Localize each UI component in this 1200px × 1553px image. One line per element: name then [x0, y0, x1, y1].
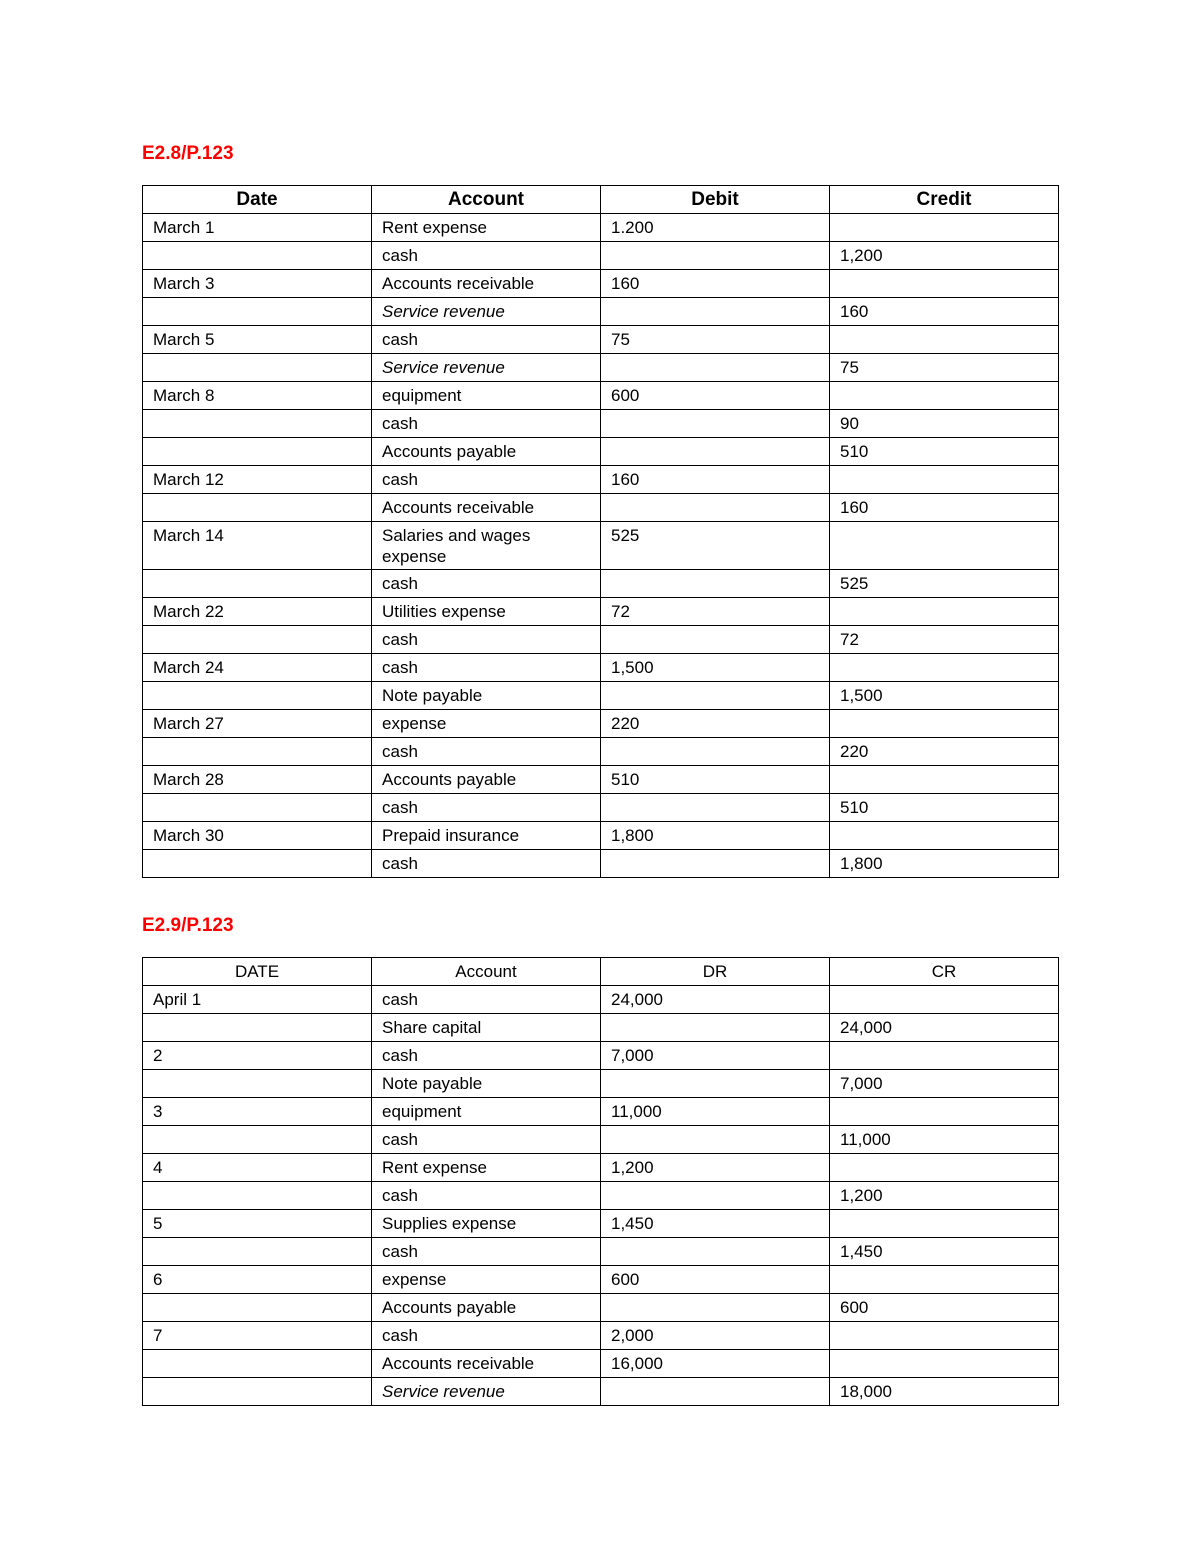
credit-cell	[830, 1322, 1059, 1350]
table-row	[143, 270, 1059, 298]
table-row	[143, 710, 1059, 738]
table-row	[143, 822, 1059, 850]
account-cell: cash	[372, 326, 601, 354]
date-cell	[143, 438, 372, 466]
table-row	[143, 382, 1059, 410]
date-cell: 3	[143, 1098, 372, 1126]
debit-cell: 1,800	[601, 822, 830, 850]
date-cell	[143, 1126, 372, 1154]
credit-cell	[830, 1154, 1059, 1182]
debit-cell	[601, 1126, 830, 1154]
credit-cell	[830, 326, 1059, 354]
account-cell: Service revenue	[372, 354, 601, 382]
date-cell	[143, 410, 372, 438]
column-header-credit: CR	[830, 958, 1059, 986]
table-row	[143, 326, 1059, 354]
date-cell: 4	[143, 1154, 372, 1182]
table-row	[143, 522, 1059, 570]
date-cell	[143, 570, 372, 598]
debit-cell: 600	[601, 1266, 830, 1294]
table-row	[143, 1294, 1059, 1322]
credit-cell: 220	[830, 738, 1059, 766]
table-row	[143, 570, 1059, 598]
date-cell: March 1	[143, 214, 372, 242]
section-heading-e2-8: E2.8/P.123	[142, 143, 234, 164]
credit-cell: 11,000	[830, 1126, 1059, 1154]
table-row	[143, 766, 1059, 794]
debit-cell	[601, 850, 830, 878]
column-header-date: DATE	[143, 958, 372, 986]
table-row	[143, 1210, 1059, 1238]
table-row	[143, 654, 1059, 682]
debit-cell: 1,500	[601, 654, 830, 682]
credit-cell	[830, 1210, 1059, 1238]
table-row	[143, 354, 1059, 382]
account-cell: Accounts payable	[372, 766, 601, 794]
account-cell: expense	[372, 1266, 601, 1294]
date-cell: March 8	[143, 382, 372, 410]
date-cell	[143, 626, 372, 654]
debit-cell: 75	[601, 326, 830, 354]
debit-cell: 160	[601, 270, 830, 298]
credit-cell	[830, 214, 1059, 242]
table-row	[143, 682, 1059, 710]
debit-cell	[601, 682, 830, 710]
date-cell	[143, 1182, 372, 1210]
date-cell: April 1	[143, 986, 372, 1014]
table-row	[143, 1182, 1059, 1210]
debit-cell: 24,000	[601, 986, 830, 1014]
table-row	[143, 1322, 1059, 1350]
date-cell	[143, 1294, 372, 1322]
debit-cell	[601, 626, 830, 654]
credit-cell: 1,200	[830, 242, 1059, 270]
section-heading-e2-9: E2.9/P.123	[142, 915, 234, 936]
account-cell: Accounts receivable	[372, 1350, 601, 1378]
debit-cell	[601, 410, 830, 438]
table-row	[143, 1014, 1059, 1042]
date-cell	[143, 298, 372, 326]
debit-cell	[601, 794, 830, 822]
table-row	[143, 1266, 1059, 1294]
date-cell: 2	[143, 1042, 372, 1070]
date-cell: March 3	[143, 270, 372, 298]
table-row	[143, 1126, 1059, 1154]
credit-cell: 160	[830, 494, 1059, 522]
account-cell: cash	[372, 850, 601, 878]
date-cell	[143, 850, 372, 878]
account-cell: expense	[372, 710, 601, 738]
date-cell: March 27	[143, 710, 372, 738]
date-cell: 7	[143, 1322, 372, 1350]
debit-cell	[601, 1182, 830, 1210]
table-row	[143, 466, 1059, 494]
table-row	[143, 598, 1059, 626]
account-cell: Supplies expense	[372, 1210, 601, 1238]
debit-cell: 600	[601, 382, 830, 410]
column-header-credit: Credit	[830, 186, 1059, 214]
credit-cell: 1,200	[830, 1182, 1059, 1210]
credit-cell: 600	[830, 1294, 1059, 1322]
debit-cell	[601, 1014, 830, 1042]
credit-cell: 1,800	[830, 850, 1059, 878]
debit-cell	[601, 242, 830, 270]
date-cell: March 12	[143, 466, 372, 494]
table-row	[143, 410, 1059, 438]
date-cell: 5	[143, 1210, 372, 1238]
table-row	[143, 850, 1059, 878]
date-cell: March 5	[143, 326, 372, 354]
account-cell: cash	[372, 570, 601, 598]
date-cell	[143, 1350, 372, 1378]
account-cell: cash	[372, 1238, 601, 1266]
table-row	[143, 986, 1059, 1014]
credit-cell: 18,000	[830, 1378, 1059, 1406]
date-cell	[143, 794, 372, 822]
credit-cell	[830, 986, 1059, 1014]
account-cell: cash	[372, 410, 601, 438]
date-cell	[143, 354, 372, 382]
account-cell: cash	[372, 1322, 601, 1350]
date-cell	[143, 242, 372, 270]
date-cell: March 14	[143, 522, 372, 570]
credit-cell: 1,450	[830, 1238, 1059, 1266]
credit-cell	[830, 1098, 1059, 1126]
debit-cell	[601, 1294, 830, 1322]
debit-cell	[601, 1378, 830, 1406]
credit-cell: 510	[830, 438, 1059, 466]
credit-cell	[830, 710, 1059, 738]
account-cell: Salaries and wages expense	[372, 522, 601, 570]
credit-cell: 75	[830, 354, 1059, 382]
credit-cell	[830, 466, 1059, 494]
account-cell: Service revenue	[372, 1378, 601, 1406]
table-row	[143, 494, 1059, 522]
debit-cell	[601, 494, 830, 522]
column-header-account: Account	[372, 958, 601, 986]
credit-cell	[830, 822, 1059, 850]
table-row	[143, 1350, 1059, 1378]
account-cell: cash	[372, 654, 601, 682]
account-cell: Rent expense	[372, 214, 601, 242]
journal-table-e2-8	[142, 185, 1059, 878]
account-cell: Utilities expense	[372, 598, 601, 626]
column-header-debit: DR	[601, 958, 830, 986]
credit-cell	[830, 1042, 1059, 1070]
debit-cell	[601, 298, 830, 326]
debit-cell: 1,450	[601, 1210, 830, 1238]
account-cell: cash	[372, 1126, 601, 1154]
account-cell: cash	[372, 1182, 601, 1210]
table-row	[143, 1098, 1059, 1126]
column-header-debit: Debit	[601, 186, 830, 214]
account-cell: Accounts receivable	[372, 494, 601, 522]
debit-cell	[601, 1238, 830, 1266]
credit-cell: 525	[830, 570, 1059, 598]
debit-cell: 1,200	[601, 1154, 830, 1182]
account-cell: equipment	[372, 382, 601, 410]
debit-cell	[601, 438, 830, 466]
account-cell: cash	[372, 738, 601, 766]
date-cell: March 30	[143, 822, 372, 850]
account-cell: Accounts receivable	[372, 270, 601, 298]
table-row	[143, 1378, 1059, 1406]
table-row	[143, 438, 1059, 466]
date-cell	[143, 1014, 372, 1042]
table-row	[143, 1238, 1059, 1266]
debit-cell	[601, 354, 830, 382]
table-row	[143, 1042, 1059, 1070]
debit-cell: 16,000	[601, 1350, 830, 1378]
credit-cell	[830, 1350, 1059, 1378]
account-cell: equipment	[372, 1098, 601, 1126]
account-cell: Prepaid insurance	[372, 822, 601, 850]
credit-cell	[830, 766, 1059, 794]
date-cell	[143, 738, 372, 766]
table-row	[143, 626, 1059, 654]
credit-cell	[830, 522, 1059, 570]
journal-body-e2-9	[143, 986, 1059, 1406]
date-cell: March 22	[143, 598, 372, 626]
account-cell: Accounts payable	[372, 1294, 601, 1322]
debit-cell	[601, 1070, 830, 1098]
account-cell: Share capital	[372, 1014, 601, 1042]
date-cell	[143, 1070, 372, 1098]
account-cell: cash	[372, 466, 601, 494]
account-cell: cash	[372, 1042, 601, 1070]
table-row	[143, 298, 1059, 326]
account-cell: cash	[372, 242, 601, 270]
debit-cell: 72	[601, 598, 830, 626]
account-cell: cash	[372, 626, 601, 654]
credit-cell: 24,000	[830, 1014, 1059, 1042]
credit-cell: 1,500	[830, 682, 1059, 710]
debit-cell: 510	[601, 766, 830, 794]
debit-cell	[601, 738, 830, 766]
credit-cell: 510	[830, 794, 1059, 822]
credit-cell	[830, 382, 1059, 410]
table-row	[143, 738, 1059, 766]
account-cell: Service revenue	[372, 298, 601, 326]
account-cell: Note payable	[372, 682, 601, 710]
account-cell: Accounts payable	[372, 438, 601, 466]
journal-table-e2-9	[142, 957, 1059, 1406]
account-cell: cash	[372, 986, 601, 1014]
table-row	[143, 242, 1059, 270]
credit-cell: 7,000	[830, 1070, 1059, 1098]
debit-cell: 11,000	[601, 1098, 830, 1126]
debit-cell: 1.200	[601, 214, 830, 242]
debit-cell	[601, 570, 830, 598]
date-cell: 6	[143, 1266, 372, 1294]
account-cell: Note payable	[372, 1070, 601, 1098]
date-cell	[143, 494, 372, 522]
account-cell: cash	[372, 794, 601, 822]
credit-cell: 90	[830, 410, 1059, 438]
debit-cell: 2,000	[601, 1322, 830, 1350]
credit-cell	[830, 598, 1059, 626]
date-cell	[143, 1238, 372, 1266]
account-cell: Rent expense	[372, 1154, 601, 1182]
date-cell: March 24	[143, 654, 372, 682]
table-header-row	[143, 958, 1059, 986]
credit-cell	[830, 1266, 1059, 1294]
table-row	[143, 794, 1059, 822]
debit-cell: 525	[601, 522, 830, 570]
table-row	[143, 214, 1059, 242]
journal-body-e2-8	[143, 214, 1059, 878]
credit-cell: 72	[830, 626, 1059, 654]
credit-cell	[830, 654, 1059, 682]
date-cell	[143, 682, 372, 710]
table-row	[143, 1154, 1059, 1182]
credit-cell: 160	[830, 298, 1059, 326]
date-cell	[143, 1378, 372, 1406]
debit-cell: 220	[601, 710, 830, 738]
table-row	[143, 1070, 1059, 1098]
debit-cell: 7,000	[601, 1042, 830, 1070]
debit-cell: 160	[601, 466, 830, 494]
table-header-row	[143, 186, 1059, 214]
column-header-date: Date	[143, 186, 372, 214]
credit-cell	[830, 270, 1059, 298]
column-header-account: Account	[372, 186, 601, 214]
date-cell: March 28	[143, 766, 372, 794]
